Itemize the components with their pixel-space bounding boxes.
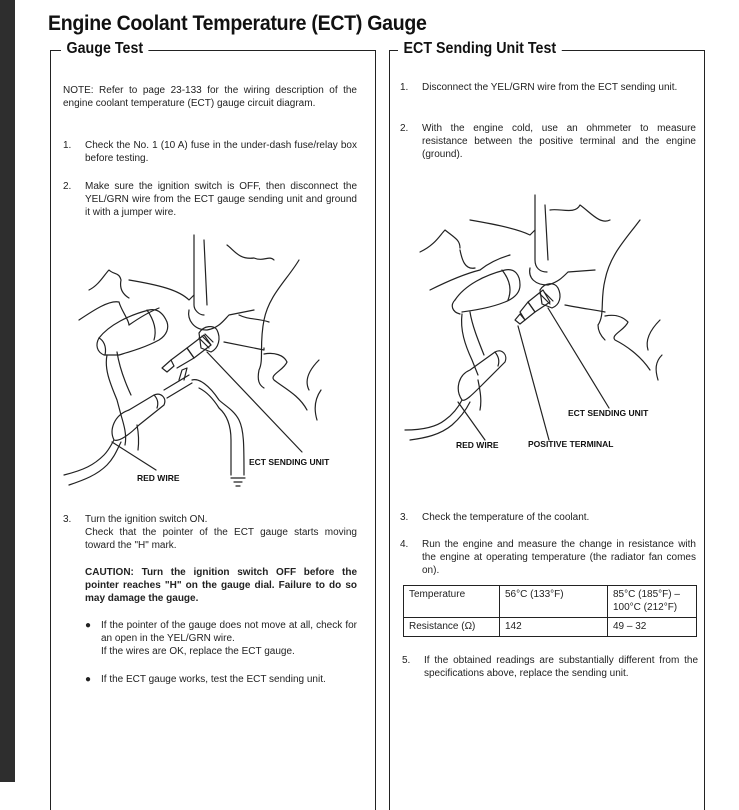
step-1 [63,139,357,169]
engine-outline [470,220,535,235]
bullet-text [101,619,357,658]
table-cell: 49 – 32 [608,618,697,637]
bullet-1-line-1: If the pointer of the gauge does not move at all, check for an open in the YEL/GRN wire. [101,620,357,644]
table-cell: 85°C (185°F) – 100°C (212°F) [608,586,697,618]
bullet-icon: ● [85,674,92,685]
step-3-line-2: Check that the pointer of the ECT gauge starts moving toward the "H" mark. [85,527,357,551]
step-number: 5. [402,655,411,666]
caution-text: CAUTION: Turn the ignition switch OFF before the pointer reaches "H" on the gauge dial. Failure to do so may damage the gauge. [85,567,357,604]
label-ect-sending-unit: ECT SENDING UNIT [568,408,649,418]
sending-unit-test-section [389,40,705,810]
section-title: ECT Sending Unit Test [398,40,562,58]
section-title: Gauge Test [61,40,149,58]
step-text: Check the temperature of the coolant. [422,512,590,523]
bullet-icon: ● [85,620,92,631]
step-text: Disconnect the YEL/GRN wire from the ECT sending unit. [422,82,678,93]
step-number: 1. [63,140,72,151]
step-2 [63,180,357,225]
jumper-wire [192,380,244,475]
label-red-wire: RED WIRE [137,473,180,483]
bullet-2 [85,673,357,703]
step-2 [400,122,696,167]
leader-line-positive-terminal [518,326,549,440]
note-text: NOTE: Refer to page 23-133 for the wiring description of the engine coolant temperature (ECT) gauge circuit diagram. [63,85,357,109]
table-row [404,586,697,618]
step-text: Check the No. 1 (10 A) fuse in the under-dash fuse/relay box before testing. [85,140,357,164]
row-header: Temperature [404,586,500,618]
ground-symbol [231,478,245,486]
label-positive-terminal: POSITIVE TERMINAL [528,439,614,449]
gauge-test-illustration [59,230,371,500]
step-number: 2. [400,123,409,134]
step-3-line-1: Turn the ignition switch ON. [85,514,208,525]
sending-unit-illustration [400,190,700,460]
viewer-left-margin [0,0,15,782]
step-number: 3. [400,512,409,523]
step-1 [400,81,696,111]
page-title: Engine Coolant Temperature (ECT) Gauge [48,12,427,35]
bullet-1 [85,619,357,664]
step-3 [400,511,696,526]
step-number: 4. [400,539,409,550]
step-text: If the obtained readings are substantially different from the specifications above, replace the sending unit. [424,655,698,679]
bullet-1-line-2: If the wires are OK, replace the ECT gauge. [101,646,295,657]
gauge-test-section [50,40,376,810]
label-ect-sending-unit: ECT SENDING UNIT [249,457,330,467]
step-5 [402,654,698,699]
step-number: 2. [63,181,72,192]
bullet-text: If the ECT gauge works, test the ECT sending unit. [101,674,326,685]
label-red-wire: RED WIRE [456,440,499,450]
step-text: Make sure the ignition switch is OFF, then disconnect the YEL/GRN wire from the ECT gauge sending unit and ground it with a jumper wire. [85,181,357,218]
table-row [404,618,697,637]
step-text: Run the engine and measure the change in resistance with the engine at operating temperature (the radiator fan comes on). [422,539,696,576]
step-number: 3. [63,514,72,525]
engine-outline [129,280,194,300]
resistance-spec-table [403,585,697,637]
step-3 [63,513,357,558]
table-cell: 56°C (133°F) [500,586,608,618]
leader-line-red-wire [112,442,156,470]
step-number: 1. [400,82,409,93]
table-cell: 142 [500,618,608,637]
row-header: Resistance (Ω) [404,618,500,637]
step-4 [400,538,696,583]
step-text [85,513,357,552]
step-text: With the engine cold, use an ohmmeter to measure resistance between the positive terminal and the engine (ground). [422,123,696,160]
